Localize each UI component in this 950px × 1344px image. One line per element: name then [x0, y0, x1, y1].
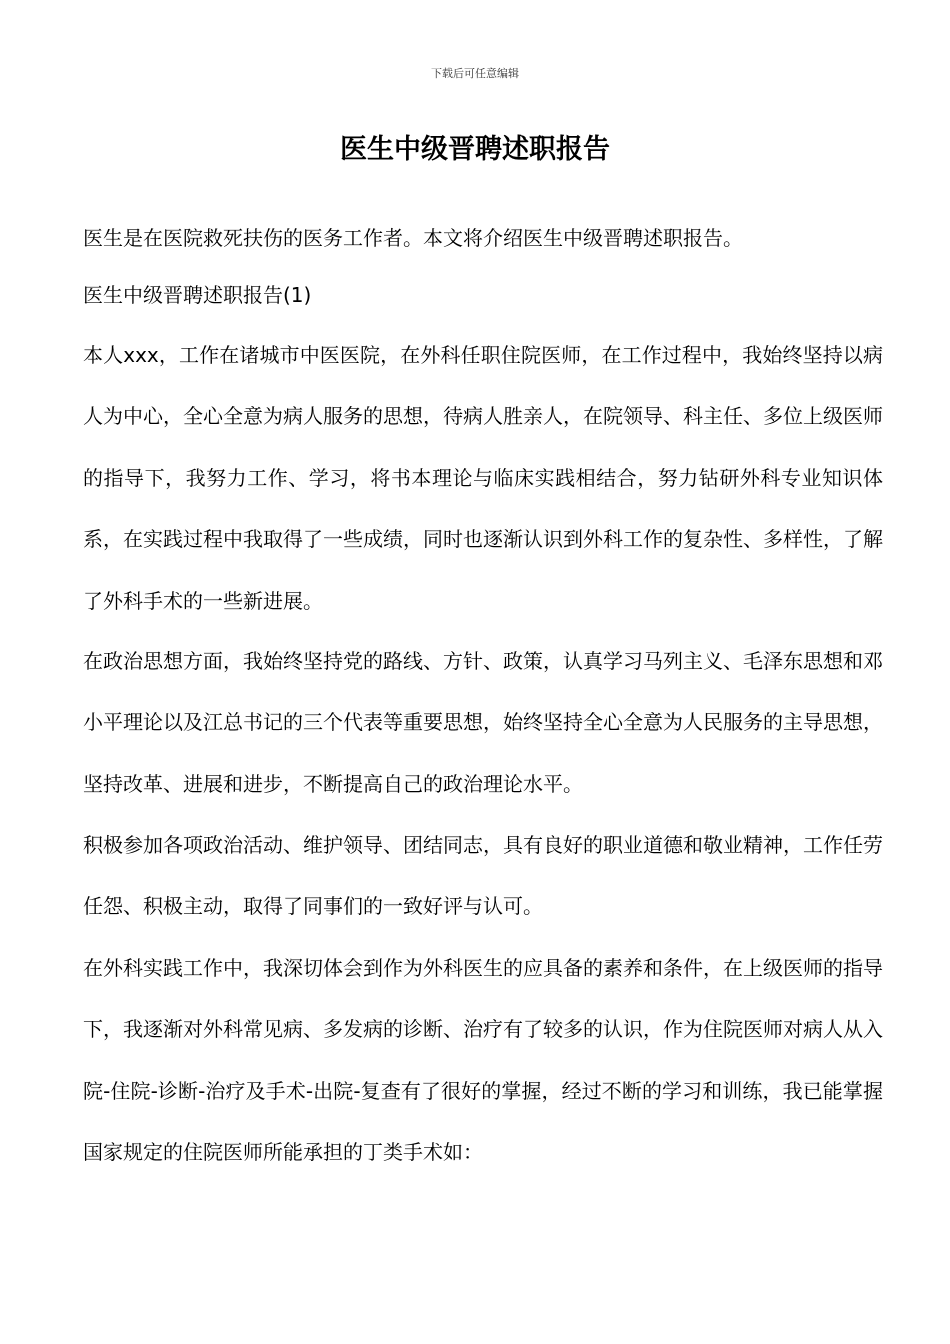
body-paragraph-3: 积极参加各项政治活动、维护领导、团结同志，具有良好的职业道德和敬业精神，工作任劳任怨、积极主动，取得了同事们的一致好评与认可。 [83, 833, 883, 919]
header-note: 下载后可任意编辑 [431, 67, 519, 80]
body-paragraph-4: 在外科实践工作中，我深切体会到作为外科医生的应具备的素养和条件，在上级医师的指导下，我逐渐对外科常见病、多发病的诊断、治疗有了较多的认识，作为住院医师对病人从入院-住院-诊断-治疗及手术-出院-复查有了很好的掌握，经过不断的学习和训练，我已能掌握国家规定的住院医师所能承担的丁类手术如： [83, 956, 883, 1165]
body-paragraph-2: 在政治思想方面，我始终坚持党的路线、方针、政策，认真学习马列主义、毛泽东思想和邓小平理论以及江总书记的三个代表等重要思想，始终坚持全心全意为人民服务的主导思想，坚持改革、进展和进步，不断提高自己的政治理论水平。 [83, 649, 883, 796]
body-paragraph-1: 本人xxx，工作在诸城市中医医院，在外科任职住院医师，在工作过程中，我始终坚持以病人为中心，全心全意为病人服务的思想，待病人胜亲人，在院领导、科主任、多位上级医师的指导下，我努力工作、学习，将书本理论与临床实践相结合，努力钻研外科专业知识体系，在实践过程中我取得了一些成绩，同时也逐渐认识到外科工作的复杂性、多样性，了解了外科手术的一些新进展。 [83, 343, 883, 613]
document-title: 医生中级晋聘述职报告 [340, 134, 610, 165]
intro-paragraph: 医生是在医院救死扶伤的医务工作者。本文将介绍医生中级晋聘述职报告。 [83, 226, 743, 250]
section-subtitle: 医生中级晋聘述职报告(1) [83, 283, 312, 307]
